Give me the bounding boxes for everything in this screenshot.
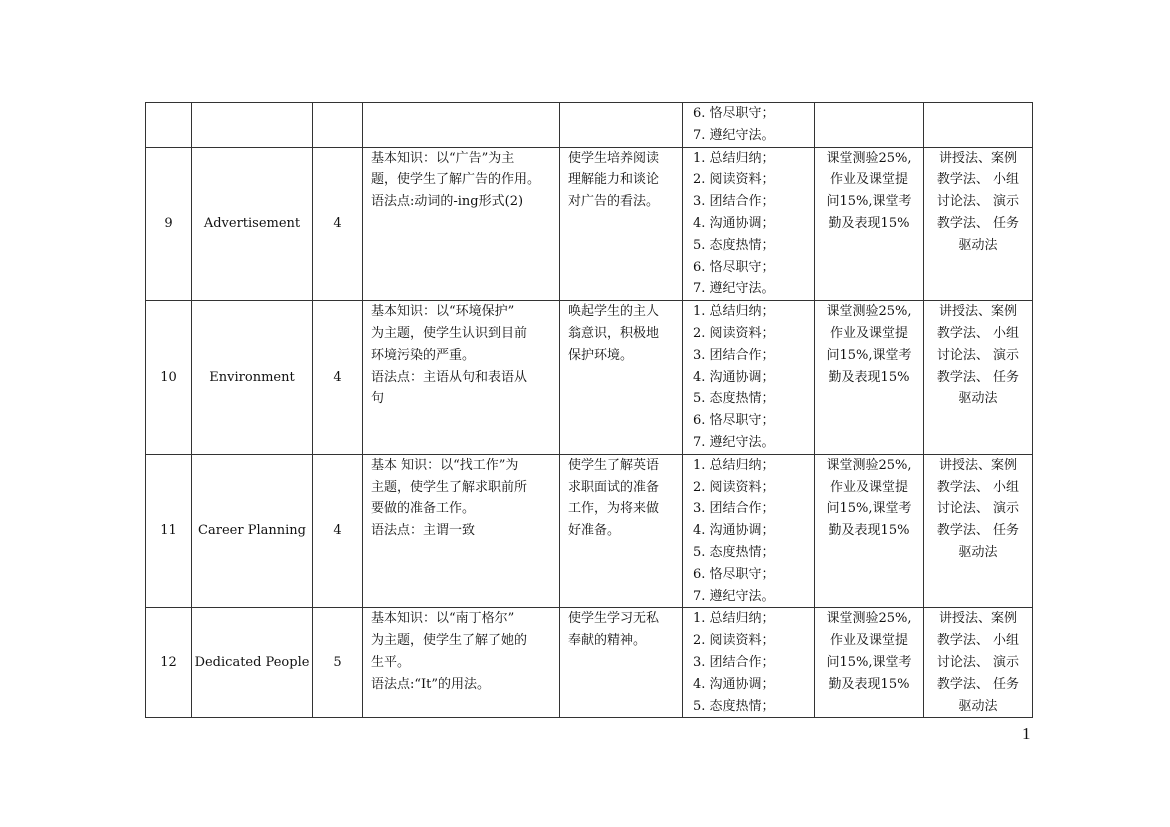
ability-requirements: [683, 301, 815, 455]
ability-requirements-line: 5. 态度热情；: [693, 698, 775, 714]
ability-requirements: [683, 147, 815, 301]
teaching-objective-line: 对广告的看法。: [568, 194, 660, 210]
teaching-methods-line: 讨论法、 演示: [936, 347, 1020, 363]
ability-requirements-line: 6. 恪尽职守；: [693, 566, 775, 582]
assessment-method: [815, 147, 924, 301]
ability-requirements-line: 6. 恪尽职守；: [693, 106, 775, 121]
assessment-method: [815, 454, 924, 608]
unit-title: Career Planning: [192, 454, 313, 608]
table-row: [146, 147, 1033, 301]
unit-title: Advertisement: [192, 147, 313, 301]
ability-requirements-line: 5. 态度热情；: [693, 237, 775, 253]
teaching-methods-line: 讲授法、案例: [938, 457, 1017, 473]
teaching-methods-line: 讨论法、 演示: [936, 501, 1020, 517]
ability-requirements-line: 7. 遵纪守法。: [693, 127, 775, 143]
class-hours: 5: [313, 608, 363, 718]
teaching-objective: [560, 454, 683, 608]
teaching-methods-line: 讲授法、案例: [938, 611, 1017, 627]
teaching-content-line: 要做的准备工作。: [371, 501, 476, 517]
teaching-content-line: 为主题，使学生认识到目前: [371, 325, 528, 341]
teaching-objective-line: 求职面试的准备: [568, 479, 660, 495]
lesson-number: 9: [146, 147, 192, 301]
teaching-content-line: 题，使学生了解广告的作用。: [371, 172, 541, 188]
assessment-method-line: 勤及表现15%: [828, 369, 910, 385]
teaching-methods-line: 讲授法、案例: [938, 304, 1017, 320]
teaching-methods-line: 教学法、 小组: [936, 633, 1020, 649]
table-row: [146, 454, 1033, 608]
teaching-content-line: 句: [371, 391, 385, 407]
teaching-content-line: 环境污染的严重。: [371, 347, 476, 363]
table-row: [146, 608, 1033, 718]
teaching-objective-line: 奉献的精神。: [568, 633, 647, 649]
unit-title: Environment: [192, 301, 313, 455]
teaching-objective-line: 使学生培养阅读: [568, 150, 660, 166]
assessment-method-line: 课堂测验25%,: [826, 150, 912, 166]
assessment-method-line: 作业及课堂提: [829, 172, 908, 188]
teaching-objective-line: 使学生学习无私: [568, 611, 660, 627]
teaching-objective-line: 使学生了解英语: [568, 457, 660, 473]
teaching-objective-line: 工作，为将来做: [568, 501, 660, 517]
teaching-objective-line: 保护环境。: [568, 347, 634, 363]
teaching-methods-line: 驱动法: [958, 544, 998, 560]
teaching-content-line: 基本知识：以“广告”为主: [371, 150, 515, 166]
assessment-method-line: 作业及课堂提: [829, 479, 908, 495]
teaching-content-line: 语法点:“It”的用法。: [371, 676, 491, 692]
assessment-method-line: 课堂测验25%,: [826, 304, 912, 320]
teaching-objective-line: 好准备。: [568, 523, 621, 539]
assessment-method: [815, 103, 924, 148]
teaching-methods: [924, 454, 1033, 608]
teaching-methods-line: 驱动法: [958, 391, 998, 407]
teaching-content-line: 语法点：主语从句和表语从: [371, 369, 528, 385]
ability-requirements-line: 2. 阅读资料；: [693, 479, 775, 495]
teaching-objective-line: 唤起学生的主人: [568, 304, 660, 320]
teaching-content-line: 基本知识：以“南丁格尔”: [371, 611, 515, 627]
assessment-method-line: 作业及课堂提: [829, 325, 908, 341]
teaching-content-line: 基本知识：以“环境保护”: [371, 304, 515, 320]
teaching-content-line: 主题，使学生了解求职前所: [371, 479, 528, 495]
assessment-method-line: 问15%,课堂考: [826, 347, 912, 363]
class-hours: [313, 103, 363, 148]
teaching-methods-line: 教学法、 任务: [936, 215, 1020, 231]
lesson-number: [146, 103, 192, 148]
teaching-content-line: 生平。: [371, 654, 411, 670]
ability-requirements-line: 1. 总结归纳；: [693, 457, 775, 473]
ability-requirements-line: 2. 阅读资料；: [693, 633, 775, 649]
teaching-content-line: 语法点:动词的-ing形式(2): [371, 194, 524, 210]
teaching-methods-line: 教学法、 任务: [936, 523, 1020, 539]
teaching-objective: [560, 147, 683, 301]
assessment-method-line: 问15%,课堂考: [826, 501, 912, 517]
ability-requirements-line: 4. 沟通协调；: [693, 369, 775, 385]
assessment-method-line: 作业及课堂提: [829, 633, 908, 649]
teaching-objective-line: 理解能力和谈论: [568, 172, 660, 188]
page-number: 1: [1022, 724, 1031, 743]
unit-title: Dedicated People: [192, 608, 313, 718]
ability-requirements-line: 6. 恪尽职守；: [693, 413, 775, 429]
teaching-methods: [924, 301, 1033, 455]
teaching-objective: [560, 301, 683, 455]
ability-requirements-line: 2. 阅读资料；: [693, 325, 775, 341]
teaching-content-line: 基本 知识：以“找工作”为: [371, 457, 519, 473]
ability-requirements-line: 1. 总结归纳；: [693, 304, 775, 320]
teaching-content: [363, 103, 560, 148]
ability-requirements-line: 3. 团结合作；: [693, 501, 775, 517]
ability-requirements-line: 7. 遵纪守法。: [693, 281, 775, 297]
teaching-methods-line: 驱动法: [958, 237, 998, 253]
ability-requirements: [683, 454, 815, 608]
assessment-method-line: 问15%,课堂考: [826, 654, 912, 670]
ability-requirements-line: 2. 阅读资料；: [693, 172, 775, 188]
ability-requirements: [683, 608, 815, 718]
assessment-method: [815, 608, 924, 718]
assessment-method-line: 勤及表现15%: [828, 523, 910, 539]
ability-requirements: [683, 103, 815, 148]
class-hours: 4: [313, 454, 363, 608]
ability-requirements-line: 4. 沟通协调；: [693, 215, 775, 231]
lesson-number: 12: [146, 608, 192, 718]
teaching-methods: [924, 147, 1033, 301]
teaching-content: [363, 147, 560, 301]
class-hours: 4: [313, 147, 363, 301]
ability-requirements-line: 3. 团结合作；: [693, 654, 775, 670]
ability-requirements-line: 5. 态度热情；: [693, 544, 775, 560]
table-row: [146, 301, 1033, 455]
teaching-methods-line: 教学法、 任务: [936, 369, 1020, 385]
ability-requirements-line: 1. 总结归纳；: [693, 611, 775, 627]
teaching-methods-line: 驱动法: [958, 698, 998, 714]
ability-requirements-line: 3. 团结合作；: [693, 194, 775, 210]
teaching-objective-line: 翁意识，积极地: [568, 325, 660, 341]
assessment-method-line: 问15%,课堂考: [826, 194, 912, 210]
teaching-methods-line: 讲授法、案例: [938, 150, 1017, 166]
assessment-method-line: 勤及表现15%: [828, 676, 910, 692]
teaching-methods-line: 教学法、 任务: [936, 676, 1020, 692]
ability-requirements-line: 7. 遵纪守法。: [693, 588, 775, 604]
teaching-methods-line: 教学法、 小组: [936, 325, 1020, 341]
table-row: [146, 103, 1033, 148]
ability-requirements-line: 4. 沟通协调；: [693, 676, 775, 692]
teaching-content: [363, 454, 560, 608]
assessment-method-line: 课堂测验25%,: [826, 611, 912, 627]
assessment-method: [815, 301, 924, 455]
course-schedule-table: [145, 102, 1033, 718]
teaching-methods: [924, 103, 1033, 148]
teaching-objective: [560, 608, 683, 718]
teaching-content: [363, 608, 560, 718]
assessment-method-line: 勤及表现15%: [828, 215, 910, 231]
teaching-methods: [924, 608, 1033, 718]
ability-requirements-line: 7. 遵纪守法。: [693, 434, 775, 450]
teaching-methods-line: 教学法、 小组: [936, 172, 1020, 188]
teaching-methods-line: 讨论法、 演示: [936, 194, 1020, 210]
teaching-content: [363, 301, 560, 455]
teaching-content-line: 为主题，使学生了解了她的: [371, 633, 528, 649]
ability-requirements-line: 1. 总结归纳；: [693, 150, 775, 166]
ability-requirements-line: 5. 态度热情；: [693, 391, 775, 407]
teaching-content-line: 语法点：主谓一致: [371, 523, 476, 539]
lesson-number: 10: [146, 301, 192, 455]
unit-title: [192, 103, 313, 148]
class-hours: 4: [313, 301, 363, 455]
teaching-methods-line: 讨论法、 演示: [936, 654, 1020, 670]
ability-requirements-line: 3. 团结合作；: [693, 347, 775, 363]
lesson-number: 11: [146, 454, 192, 608]
ability-requirements-line: 6. 恪尽职守；: [693, 259, 775, 275]
teaching-objective: [560, 103, 683, 148]
teaching-methods-line: 教学法、 小组: [936, 479, 1020, 495]
ability-requirements-line: 4. 沟通协调；: [693, 523, 775, 539]
assessment-method-line: 课堂测验25%,: [826, 457, 912, 473]
